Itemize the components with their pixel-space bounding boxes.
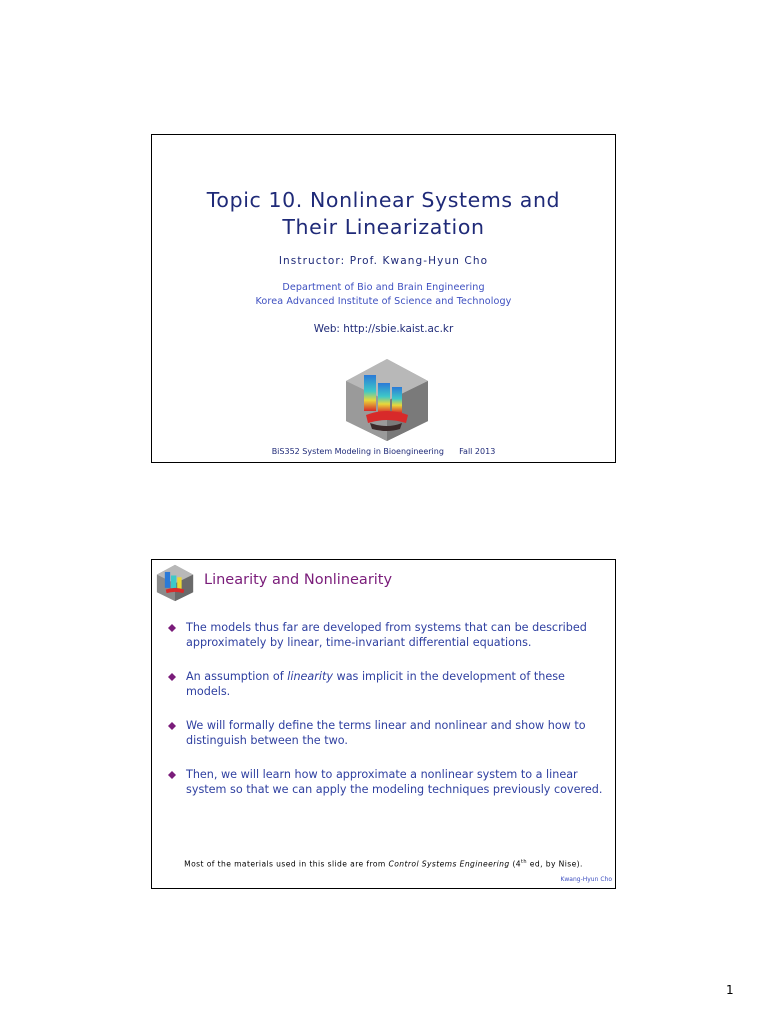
page-number: 1	[726, 983, 734, 997]
bullet-text-post: was implicit in the development of these models.	[186, 670, 565, 698]
bullet-text-pre: An assumption of	[186, 670, 288, 683]
source-note-mid: (4	[509, 859, 522, 869]
course-name: BiS352 System Modeling in Bioengineering	[271, 447, 444, 456]
source-note-end: ed, by Nise).	[526, 859, 583, 869]
department-name: Department of Bio and Brain Engineering	[282, 282, 485, 293]
course-term: Fall 2013	[459, 447, 496, 456]
lab-logo-small-icon	[156, 564, 194, 602]
web-address: Web: http://sbie.kaist.ac.kr	[313, 323, 454, 335]
slide-author: Kwang-Hyun Cho	[560, 876, 612, 883]
slide-title	[152, 187, 615, 241]
bullet-item	[166, 620, 606, 650]
bullet-text: The models thus far are developed from systems that can be described approximately by linear, time-invariant differential equations.	[186, 621, 587, 649]
lab-logo-icon	[344, 357, 430, 443]
bullet-item	[166, 718, 606, 748]
diamond-bullet-icon	[168, 722, 176, 730]
bullet-text: We will formally define the terms linear and nonlinear and show how to distinguish between the two.	[186, 719, 586, 747]
diamond-bullet-icon	[168, 673, 176, 681]
slide-footer	[152, 447, 615, 456]
slide-title-line2: Their Linearization	[282, 215, 485, 239]
content-slide	[151, 559, 616, 889]
title-slide	[151, 134, 616, 463]
bullet-text-emphasis: linearity	[287, 670, 333, 683]
diamond-bullet-icon	[168, 624, 176, 632]
source-note	[152, 859, 615, 869]
source-note-pre: Most of the materials used in this slide are from	[184, 859, 389, 869]
source-book-title: Control Systems Engineering	[388, 859, 510, 869]
slide-heading: Linearity and Nonlinearity	[204, 572, 393, 588]
diamond-bullet-icon	[168, 771, 176, 779]
bullet-item	[166, 669, 606, 699]
instructor-name: Instructor: Prof. Kwang-Hyun Cho	[278, 255, 489, 267]
bullet-list	[166, 620, 606, 816]
bullet-item	[166, 767, 606, 797]
institute-name: Korea Advanced Institute of Science and Technology	[255, 296, 512, 307]
source-note-sup: th	[521, 859, 527, 865]
bullet-text: Then, we will learn how to approximate a nonlinear system to a linear system so that we can apply the modeling techniques previously covered.	[186, 768, 603, 796]
slide-title-line1: Topic 10. Nonlinear Systems and	[206, 188, 561, 212]
